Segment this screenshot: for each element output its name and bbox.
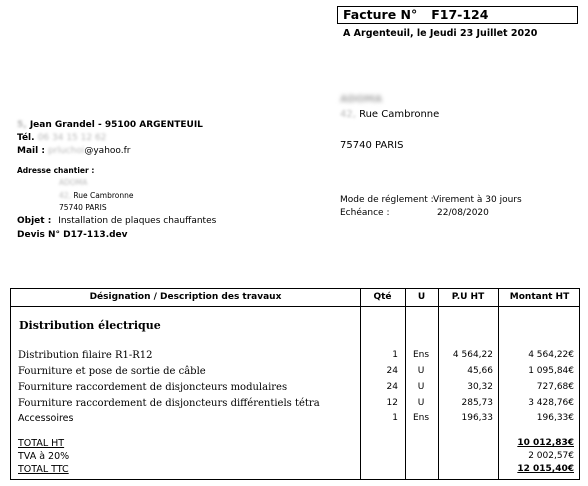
- object-line: [17, 216, 216, 226]
- header-unit-price: P.U HT: [451, 292, 485, 302]
- row-amount: 1 095,84€: [528, 366, 574, 376]
- header-amount: Montant HT: [509, 292, 570, 302]
- invoice-title-box: [337, 6, 578, 24]
- invoice-number: F17-124: [431, 7, 489, 22]
- row-description: Fourniture et pose de sortie de câble: [18, 366, 206, 377]
- table-row: [11, 412, 579, 425]
- row-unit: U: [417, 398, 425, 408]
- row-quantity: 1: [392, 413, 398, 423]
- sender-mail-domain: @yahoo.fr: [84, 146, 131, 156]
- row-unit: U: [417, 382, 425, 392]
- object-label: Objet :: [17, 216, 52, 226]
- row-description: Distribution filaire R1-R12: [18, 350, 153, 361]
- sender-phone-label: Tél.: [17, 133, 35, 143]
- quote-reference: Devis N° D17-113.dev: [17, 230, 128, 240]
- recipient-street-num: 42,: [340, 109, 356, 120]
- total-ttc-value: 12 015,40€: [517, 464, 574, 474]
- row-unit-price: 285,73: [461, 398, 493, 408]
- recipient-name: ADOMA: [340, 94, 383, 105]
- row-unit-price: 4 564,22: [452, 350, 493, 360]
- row-amount: 727,68€: [536, 382, 574, 392]
- sender-address-line: [17, 120, 203, 130]
- header-unit: U: [417, 292, 426, 302]
- recipient-city: 75740 PARIS: [340, 140, 404, 151]
- site-name: ADOMA: [59, 178, 88, 187]
- payment-mode-label: Mode de réglement :: [340, 195, 434, 205]
- table-row: [11, 381, 579, 394]
- row-quantity: 24: [386, 366, 398, 376]
- tva-row: [11, 450, 579, 463]
- row-unit: U: [417, 366, 425, 376]
- sender-phone-value: 06 34 15 12 62: [37, 133, 107, 143]
- total-ht-label: TOTAL HT: [18, 438, 65, 449]
- site-street-num: 42,: [59, 191, 71, 200]
- site-label: Adresse chantier :: [17, 166, 95, 175]
- row-description: Accessoires: [18, 413, 74, 424]
- row-unit-price: 45,66: [467, 366, 493, 376]
- total-ttc-label: TOTAL TTC: [18, 464, 69, 475]
- recipient-street: Rue Cambronne: [359, 109, 440, 120]
- row-quantity: 1: [392, 350, 398, 360]
- total-ht-row: [11, 437, 579, 450]
- payment-due-value: 22/08/2020: [437, 208, 489, 218]
- object-value: Installation de plaques chauffantes: [58, 216, 217, 226]
- site-street: Rue Cambronne: [73, 191, 134, 200]
- row-unit: Ens: [412, 350, 430, 360]
- header-description: Désignation / Description des travaux: [89, 292, 282, 302]
- sender-mail-line: [17, 146, 131, 156]
- sender-mail-user: prluchoi: [48, 146, 85, 156]
- sender-mail-label: Mail :: [17, 146, 45, 156]
- row-amount: 3 428,76€: [528, 398, 574, 408]
- invoice-date-line: A Argenteuil, le Jeudi 23 Juillet 2020: [343, 28, 538, 39]
- recipient-street-line: [340, 109, 439, 120]
- payment-mode-value: Virement à 30 jours: [433, 195, 522, 205]
- items-table: [10, 288, 580, 480]
- row-amount: 4 564,22€: [528, 350, 574, 360]
- sender-phone-line: [17, 133, 106, 143]
- header-quantity: Qté: [373, 292, 392, 302]
- row-quantity: 24: [386, 382, 398, 392]
- payment-due-label: Echéance :: [340, 208, 390, 218]
- invoice-label: Facture N°: [343, 7, 418, 22]
- table-row: [11, 397, 579, 410]
- tva-label: TVA à 20%: [18, 451, 70, 462]
- table-row: [11, 349, 579, 362]
- site-city: 75740 PARIS: [59, 203, 107, 212]
- row-unit-price: 30,32: [467, 382, 493, 392]
- total-ttc-row: [11, 463, 579, 476]
- table-row: [11, 365, 579, 378]
- row-unit: Ens: [412, 413, 430, 423]
- row-description: Fourniture raccordement de disjoncteurs modulaires: [18, 382, 288, 393]
- sender-street-num: 5,: [17, 120, 27, 130]
- row-quantity: 12: [386, 398, 398, 408]
- site-street-line: [59, 191, 133, 200]
- row-amount: 196,33€: [536, 413, 574, 423]
- section-title: Distribution électrique: [19, 319, 161, 332]
- row-unit-price: 196,33: [461, 413, 493, 423]
- sender-address: Jean Grandel - 95100 ARGENTEUIL: [29, 120, 203, 130]
- tva-value: 2 002,57€: [528, 451, 574, 461]
- row-description: Fourniture raccordement de disjoncteurs différentiels tétra: [18, 398, 320, 409]
- total-ht-value: 10 012,83€: [517, 438, 574, 448]
